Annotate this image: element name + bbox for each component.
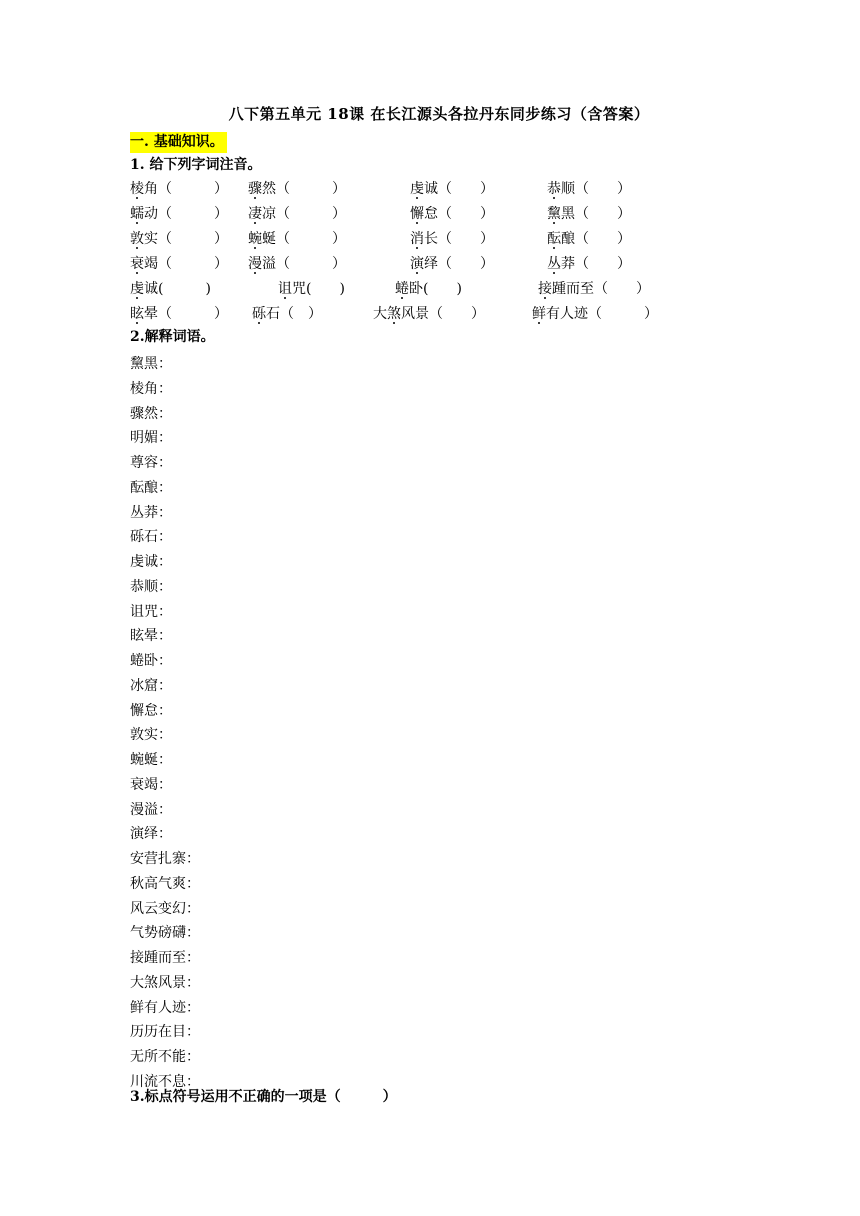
pinyin-target-char: 棱 [130, 181, 144, 197]
pinyin-word-rest: 踵而至 [552, 281, 594, 297]
pinyin-word-rest: 顺 [561, 181, 575, 197]
term-item: 眩晕： [130, 628, 172, 645]
pinyin-word-rest: 竭 [144, 256, 158, 272]
pinyin-word-rest: 石 [266, 306, 280, 322]
pinyin-item [395, 277, 462, 301]
pinyin-word-rest: 风景 [401, 306, 429, 322]
pinyin-item [130, 252, 228, 276]
pinyin-answer-blank[interactable]: （ ） [280, 306, 322, 322]
term-item: 黧黑： [130, 356, 172, 372]
term-item: 历历在目： [130, 1024, 200, 1041]
pinyin-item [547, 227, 631, 251]
term-item: 鲜有人迹： [130, 999, 200, 1016]
pinyin-item [410, 202, 494, 226]
pinyin-item [130, 202, 228, 226]
pinyin-word-rest: 黑 [561, 206, 575, 222]
pinyin-target-char: 懈 [410, 206, 424, 222]
question-3-heading: 3.标点符号运用不正确的一项是（ ） [130, 1089, 397, 1105]
term-item: 恭顺： [130, 578, 172, 595]
pinyin-word-rest: 绎 [424, 256, 438, 272]
pinyin-word-rest: 酿 [561, 231, 575, 247]
pinyin-answer-blank[interactable]: （ ） [158, 181, 228, 197]
pinyin-target-char: 鲜 [532, 306, 546, 322]
pinyin-item [130, 302, 228, 326]
term-item: 风云变幻： [130, 900, 200, 917]
pinyin-target-char: 衰 [130, 256, 144, 272]
pinyin-answer-blank[interactable]: （ ） [276, 231, 346, 247]
pinyin-item [373, 302, 485, 326]
pinyin-target-char: 蠕 [130, 206, 144, 222]
pinyin-target-char: 接 [538, 281, 552, 297]
pinyin-answer-blank[interactable]: （ ） [575, 256, 631, 272]
term-item: 骤然： [130, 405, 172, 422]
pinyin-item [130, 277, 211, 301]
pinyin-item [130, 227, 228, 251]
pinyin-answer-blank[interactable]: （ ） [438, 231, 494, 247]
pinyin-word-rest: 长 [424, 231, 438, 247]
pinyin-target-char: 眩 [130, 306, 144, 322]
pinyin-item [252, 302, 322, 326]
term-item: 蜿蜒： [130, 752, 172, 768]
pinyin-row [130, 252, 690, 277]
pinyin-row [130, 227, 690, 252]
pinyin-target-char: 黧 [547, 206, 561, 222]
pinyin-answer-blank[interactable]: （ ） [276, 256, 346, 272]
pinyin-word-rest: 角 [144, 181, 158, 197]
pinyin-answer-blank[interactable]: （ ） [158, 206, 228, 222]
pinyin-item [410, 177, 494, 201]
pinyin-target-char: 虔 [410, 181, 424, 197]
pinyin-answer-blank[interactable]: （ ） [575, 206, 631, 222]
term-item: 大煞风景： [130, 974, 200, 991]
term-item: 敦实： [130, 727, 172, 744]
term-item: 安营扎寨： [130, 851, 200, 867]
pinyin-item [248, 202, 346, 226]
pinyin-target-char: 漫 [248, 256, 262, 272]
pinyin-item [547, 252, 631, 276]
pinyin-word-rest: 莽 [561, 256, 575, 272]
pinyin-answer-blank[interactable]: （ ） [594, 281, 650, 297]
pinyin-word-rest: 凉 [262, 206, 276, 222]
pinyin-item [278, 277, 345, 301]
pinyin-answer-blank[interactable]: （ ） [575, 181, 631, 197]
pinyin-answer-blank[interactable]: （ ） [158, 231, 228, 247]
pinyin-word-rest: 怠 [424, 206, 438, 222]
question-2-heading: 2.解释词语。 [130, 329, 215, 345]
pinyin-word-rest: 动 [144, 206, 158, 222]
pinyin-item [532, 302, 658, 326]
document-title-text: 八下第五单元 18课 在长江源头各拉丹东同步练习（含答案） [228, 105, 650, 123]
pinyin-answer-blank[interactable]: （ ） [438, 206, 494, 222]
term-item: 接踵而至： [130, 950, 200, 966]
pinyin-target-char: 消 [410, 231, 424, 247]
pinyin-target-char: 酝 [547, 231, 561, 247]
pinyin-target-char: 骤 [248, 181, 262, 197]
pinyin-item [547, 177, 631, 201]
term-definition-list [130, 352, 200, 1095]
term-item: 冰窟： [130, 677, 172, 694]
pinyin-target-char: 丛 [547, 256, 561, 272]
pinyin-answer-blank[interactable]: （ ） [438, 181, 494, 197]
document-title [0, 104, 860, 124]
pinyin-row [130, 202, 690, 227]
pinyin-item [248, 227, 346, 251]
term-item: 丛莽： [130, 504, 172, 521]
pinyin-answer-blank[interactable]: （ ） [276, 206, 346, 222]
pinyin-target-char: 诅 [278, 281, 292, 297]
pinyin-answer-blank[interactable]: （ ） [158, 306, 228, 322]
pinyin-word-rest: 咒 [292, 281, 306, 297]
pinyin-target-char: 蜷 [395, 281, 409, 297]
pinyin-item [410, 252, 494, 276]
term-item: 虔诚： [130, 554, 172, 570]
pinyin-row [130, 177, 690, 202]
pinyin-answer-blank[interactable]: （ ） [429, 306, 485, 322]
term-item: 气势磅礴： [130, 925, 200, 942]
pinyin-answer-blank[interactable]: （ ） [276, 181, 346, 197]
pinyin-word-rest: 然 [262, 181, 276, 197]
pinyin-word-rest: 实 [144, 231, 158, 247]
pinyin-answer-blank[interactable]: ( ) [158, 281, 211, 297]
pinyin-item [248, 252, 346, 276]
pinyin-answer-blank[interactable]: （ ） [438, 256, 494, 272]
term-item: 川流不息： [130, 1073, 200, 1090]
term-item: 漫溢： [130, 801, 172, 818]
term-item: 棱角： [130, 380, 172, 397]
pinyin-target-char: 敦 [130, 231, 144, 247]
pinyin-answer-blank[interactable]: ( ) [423, 281, 462, 297]
term-item: 蜷卧： [130, 653, 172, 669]
pinyin-row [130, 302, 690, 327]
pinyin-target-char: 煞 [387, 306, 401, 322]
term-item: 酝酿： [130, 479, 172, 496]
pinyin-word-rest: 诚 [144, 281, 158, 297]
pinyin-item [547, 202, 631, 226]
pinyin-word-rest: 有人迹 [546, 306, 588, 322]
pinyin-target-char: 蜿 [248, 231, 262, 247]
pinyin-answer-blank[interactable]: ( ) [306, 281, 345, 297]
pinyin-item [130, 177, 228, 201]
question-1-heading: 1. 给下列字词注音。 [130, 157, 262, 173]
pinyin-word-prefix: 大 [373, 306, 387, 322]
pinyin-word-rest: 晕 [144, 306, 158, 322]
pinyin-row [130, 277, 690, 302]
pinyin-exercise-grid [130, 177, 690, 327]
term-item: 演绎： [130, 826, 172, 843]
pinyin-target-char: 凄 [248, 206, 262, 222]
term-item: 尊容： [130, 455, 172, 471]
term-item: 砾石： [130, 529, 172, 546]
pinyin-item [248, 177, 346, 201]
pinyin-item [410, 227, 494, 251]
term-item: 秋高气爽： [130, 875, 200, 892]
pinyin-item [538, 277, 650, 301]
pinyin-answer-blank[interactable]: （ ） [575, 231, 631, 247]
pinyin-target-char: 演 [410, 256, 424, 272]
pinyin-target-char: 恭 [547, 181, 561, 197]
pinyin-answer-blank[interactable]: （ ） [588, 306, 658, 322]
pinyin-answer-blank[interactable]: （ ） [158, 256, 228, 272]
term-item: 诅咒： [130, 603, 172, 620]
pinyin-target-char: 砾 [252, 306, 266, 322]
term-item: 无所不能： [130, 1049, 200, 1065]
pinyin-word-rest: 诚 [424, 181, 438, 197]
term-item: 懈怠： [130, 702, 172, 719]
term-item: 明媚： [130, 430, 172, 447]
pinyin-word-rest: 卧 [409, 281, 423, 297]
term-item: 衰竭： [130, 776, 172, 793]
pinyin-word-rest: 溢 [262, 256, 276, 272]
section-basic-knowledge-heading: 一. 基础知识。 [130, 132, 227, 153]
pinyin-target-char: 虔 [130, 281, 144, 297]
pinyin-word-rest: 蜒 [262, 231, 276, 247]
